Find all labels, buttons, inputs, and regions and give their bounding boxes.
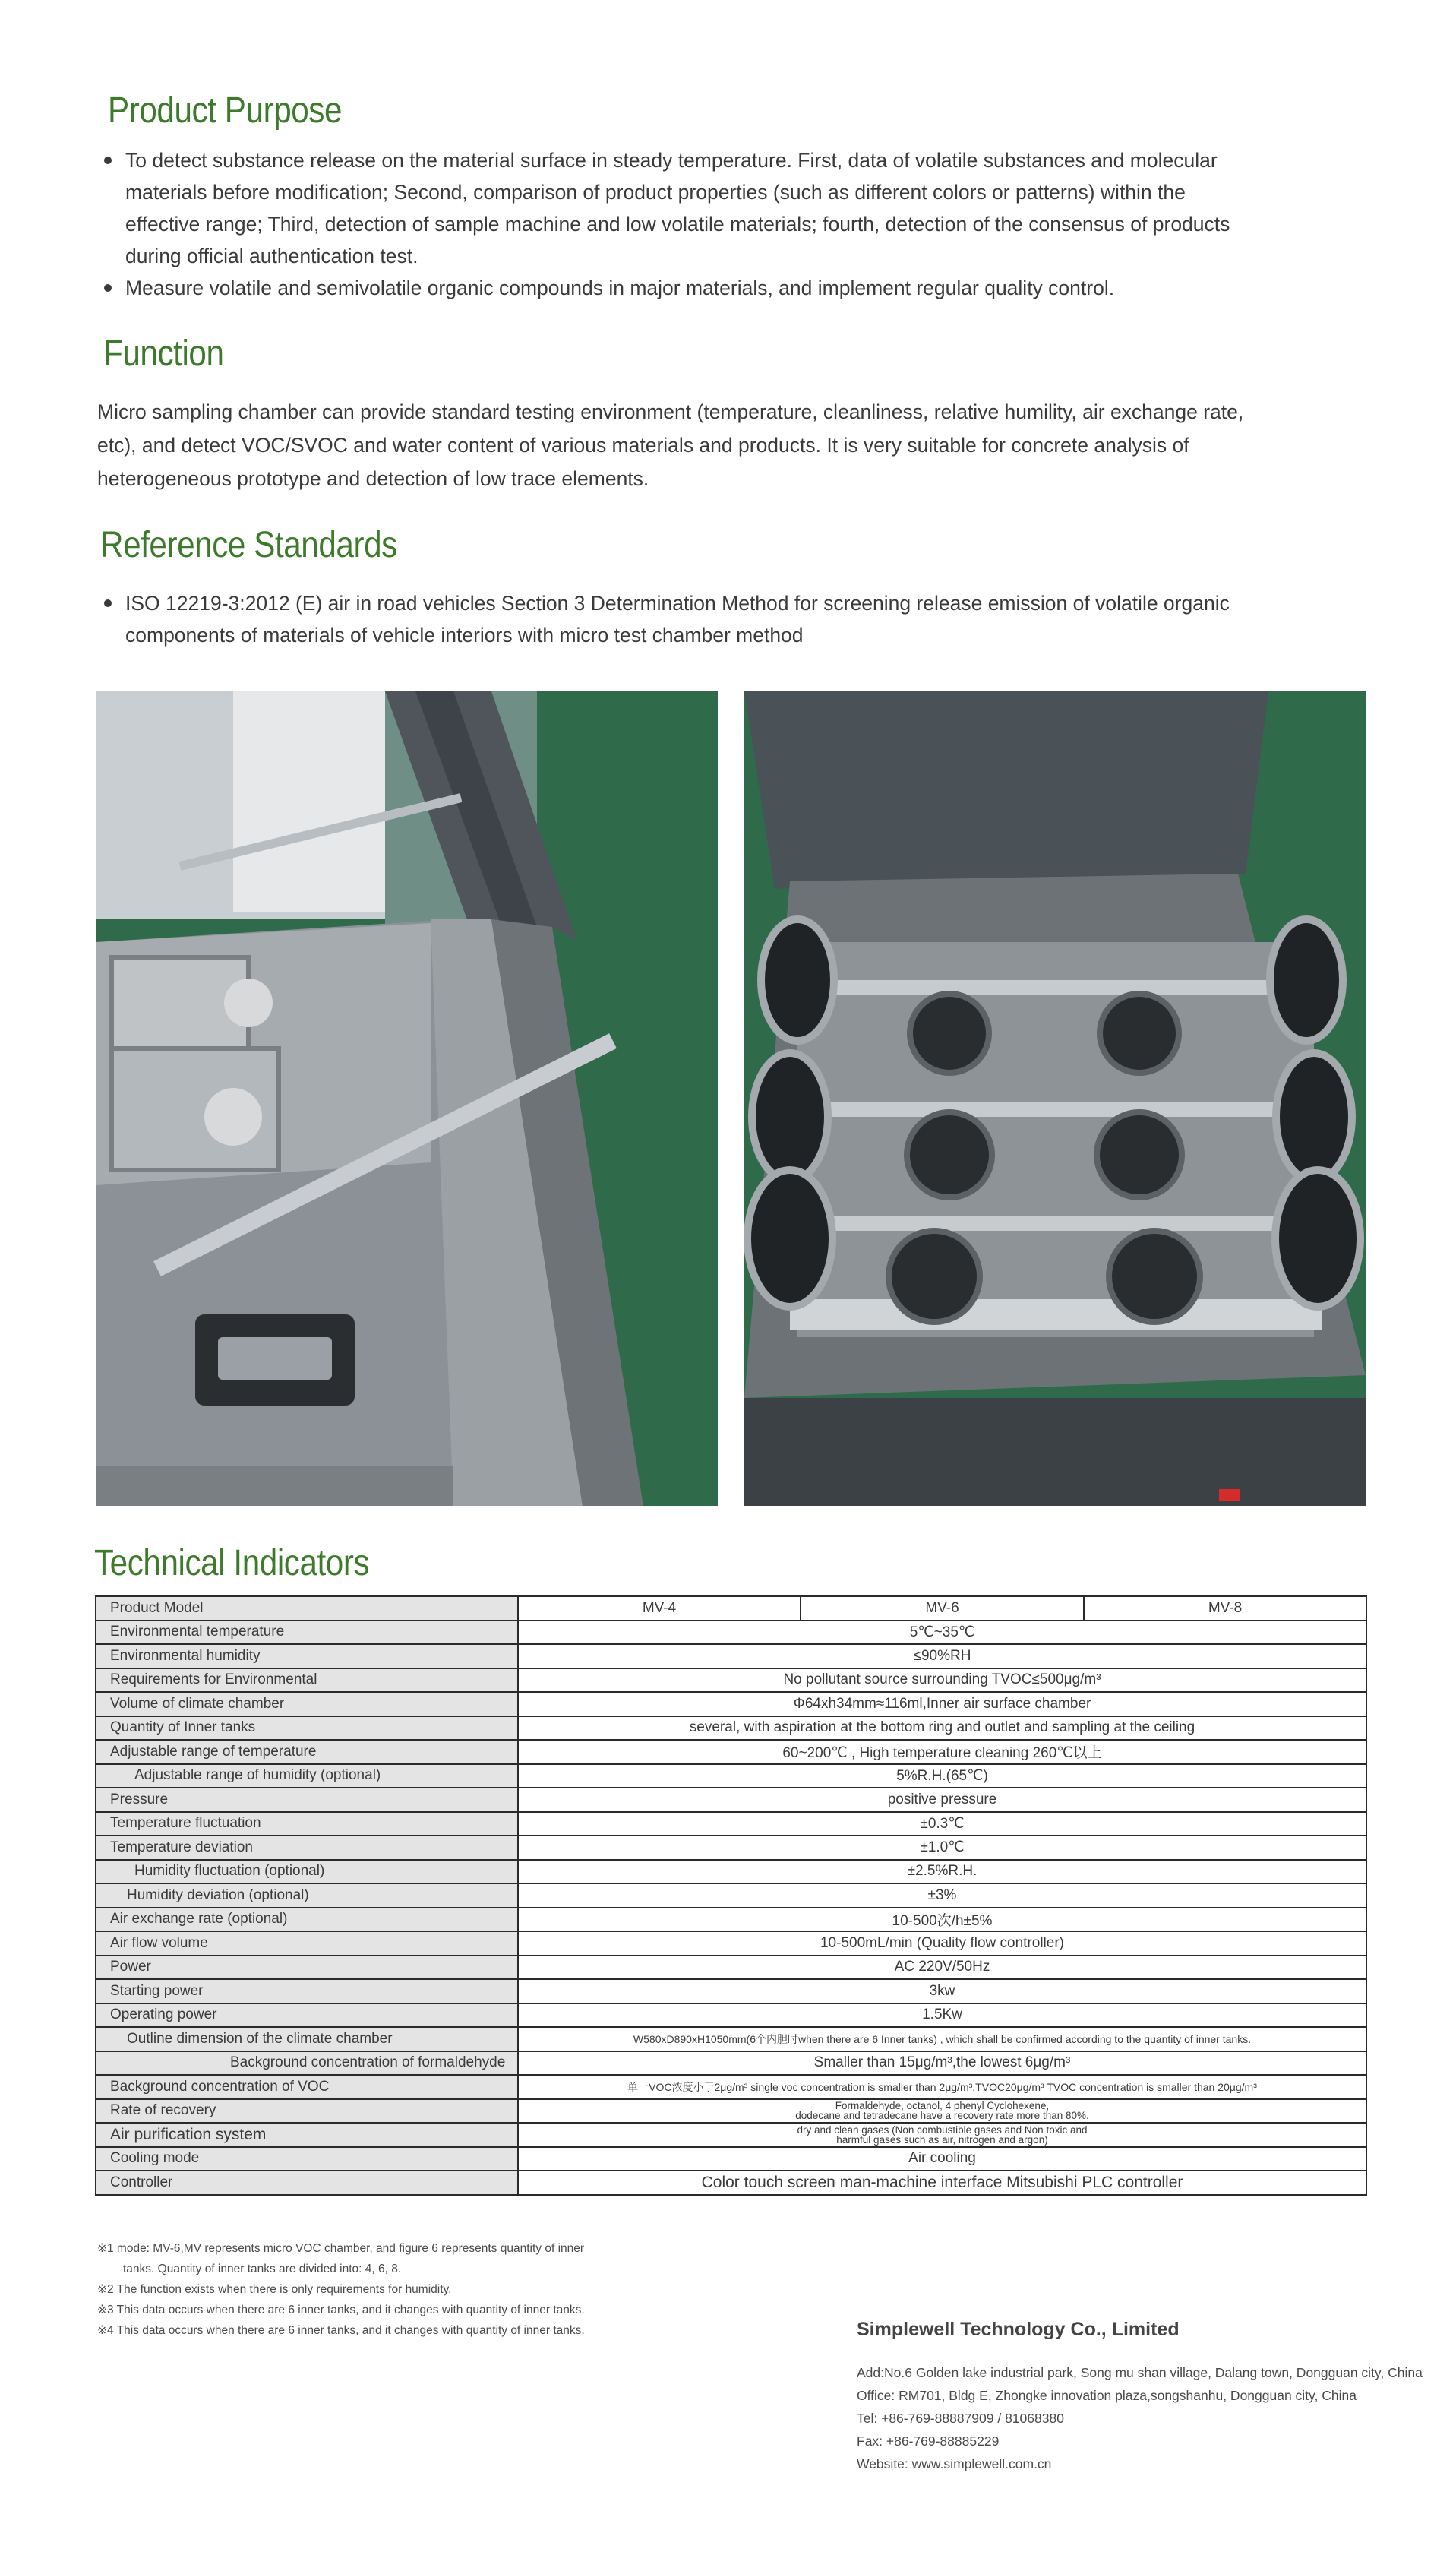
row-value-line: dodecane and tetradecane have a recovery rate more than 80%. — [795, 2110, 1089, 2122]
table-row — [96, 1836, 1366, 1860]
row-value: Smaller than 15μg/m³,the lowest 6μg/m³ — [518, 2051, 1366, 2076]
row-value: ±0.3℃ — [518, 1812, 1366, 1836]
model-column-header: MV-8 — [1084, 1596, 1366, 1621]
row-label: Air purification system — [96, 2123, 518, 2147]
product-purpose-heading: Product Purpose — [108, 90, 343, 131]
row-value: ±3% — [518, 1883, 1366, 1908]
model-column-header: MV-6 — [801, 1596, 1084, 1621]
technical-indicators-table — [95, 1595, 1367, 2196]
table-row — [96, 1764, 1366, 1788]
row-label: Starting power — [96, 1979, 518, 2003]
row-value: 10-500次/h±5% — [518, 1908, 1366, 1932]
table-row — [96, 2123, 1366, 2147]
row-value: 5℃~35℃ — [518, 1621, 1366, 1645]
row-label: Quantity of Inner tanks — [96, 1716, 518, 1741]
table-row — [96, 2099, 1366, 2124]
table-header-row — [96, 1596, 1366, 1621]
company-office: Office: RM701, Bldg E, Zhongke innovation plaza,songshanhu, Dongguan city, China — [857, 2388, 1357, 2403]
table-row — [96, 2171, 1366, 2195]
footnote: ※1 mode: MV-6,MV represents micro VOC chamber, and figure 6 represents quantity of inner — [97, 2242, 585, 2255]
row-label: Background concentration of formaldehyde — [96, 2051, 518, 2076]
row-value — [518, 2099, 1366, 2124]
company-website[interactable]: Website: www.simplewell.com.cn — [857, 2456, 1052, 2471]
row-value: ±2.5%R.H. — [518, 1860, 1366, 1884]
table-row — [96, 2075, 1366, 2099]
row-label: Controller — [96, 2171, 518, 2195]
row-label: Power — [96, 1956, 518, 1980]
table-row — [96, 1956, 1366, 1980]
row-label: Rate of recovery — [96, 2099, 518, 2124]
row-value: 10-500mL/min (Quality flow controller) — [518, 1931, 1366, 1956]
row-value: Air cooling — [518, 2147, 1366, 2171]
header-label: Product Model — [96, 1596, 518, 1621]
chamber-side-illustration — [96, 691, 718, 1506]
reference-standards-list — [103, 587, 1242, 651]
function-text: Micro sampling chamber can provide standard testing environment (temperature, cleanliness, relative humility, air exchange rate, etc), and detect VOC/SVOC and water content of various materials and products. It is very suitable for concrete analysis of heterogeneous prototype and detection of low trace elements. — [97, 400, 1244, 490]
row-value: AC 220V/50Hz — [518, 1956, 1366, 1980]
row-label: Air flow volume — [96, 1931, 518, 1956]
row-value-line: dry and clean gases (Non combustible gases and Non toxic and — [797, 2124, 1088, 2136]
row-value: 3kw — [518, 1979, 1366, 2003]
reference-standard-bullet-1: ISO 12219-3:2012 (E) air in road vehicles Section 3 Determination Method for screening release emission of volatile organic components of materials of vehicle interiors with micro test chamber method — [103, 587, 1242, 651]
company-contact — [857, 2361, 1423, 2475]
row-value: No pollutant source surrounding TVOC≤500μg/m³ — [518, 1668, 1366, 1693]
row-value: positive pressure — [518, 1788, 1366, 1812]
table-row — [96, 1740, 1366, 1764]
footnote: ※2 The function exists when there is only requirements for humidity. — [97, 2283, 452, 2296]
table-row — [96, 1812, 1366, 1836]
row-value: 5%R.H.(65℃) — [518, 1764, 1366, 1788]
table-row — [96, 1668, 1366, 1693]
row-label: Pressure — [96, 1788, 518, 1812]
footnote: ※3 This data occurs when there are 6 inner tanks, and it changes with quantity of inner tanks. — [97, 2304, 585, 2316]
product-purpose-bullet-1: To detect substance release on the material surface in steady temperature. First, data of volatile substances and molecular materials before modification; Second, comparison of product properties (such as different colors or patterns) within the effective range; Third, detection of sample machine and low volatile materials; fourth, detection of the consensus of products during official authentication test. — [103, 144, 1242, 272]
row-label: Air exchange rate (optional) — [96, 1908, 518, 1932]
row-label: Adjustable range of temperature — [96, 1740, 518, 1764]
row-value-line: Formaldehyde, octanol, 4 phenyl Cyclohexene, — [835, 2100, 1050, 2112]
table-row — [96, 1621, 1366, 1645]
row-label: Volume of climate chamber — [96, 1692, 518, 1716]
row-value: 1.5Kw — [518, 2003, 1366, 2028]
product-purpose-list — [103, 144, 1242, 304]
table-row — [96, 2147, 1366, 2171]
row-value: 单一VOC浓度小于2μg/m³ single voc concentration is smaller than 2μg/m³,TVOC20μg/m³ TVOC concentration is smaller than 20μg/m³ — [518, 2075, 1366, 2099]
row-label: Cooling mode — [96, 2147, 518, 2171]
table-row — [96, 2027, 1366, 2051]
company-name: Simplewell Technology Co., Limited — [857, 2319, 1180, 2340]
company-tel: Tel: +86-769-88887909 / 81068380 — [857, 2411, 1064, 2426]
table-row — [96, 1979, 1366, 2003]
row-value-line: harmful gases such as air, nitrogen and argon) — [836, 2133, 1048, 2146]
company-fax: Fax: +86-769-88885229 — [857, 2433, 1000, 2449]
row-label: Temperature fluctuation — [96, 1812, 518, 1836]
table-row — [96, 1931, 1366, 1956]
technical-indicators-heading: Technical Indicators — [94, 1543, 370, 1583]
company-address: Add:No.6 Golden lake industrial park, Song mu shan village, Dalang town, Dongguan city, China — [857, 2365, 1423, 2380]
row-value: 60~200℃ , High temperature cleaning 260℃以上 — [518, 1740, 1366, 1764]
product-purpose-bullet-2: Measure volatile and semivolatile organic compounds in major materials, and implement regular quality control. — [103, 272, 1242, 304]
table-row — [96, 1644, 1366, 1668]
row-value: ≤90%RH — [518, 1644, 1366, 1668]
reference-standards-heading: Reference Standards — [100, 525, 397, 565]
table-row — [96, 2003, 1366, 2028]
row-label: Environmental temperature — [96, 1621, 518, 1645]
table-row — [96, 1716, 1366, 1741]
row-value: W580xD890xH1050mm(6个内胆时when there are 6 Inner tanks) , which shall be confirmed according to the quantity of inner tanks. — [518, 2027, 1366, 2051]
row-label: Requirements for Environmental — [96, 1668, 518, 1693]
footnote: tanks. Quantity of inner tanks are divided into: 4, 6, 8. — [123, 2263, 402, 2275]
row-value: several, with aspiration at the bottom ring and outlet and sampling at the ceiling — [518, 1716, 1366, 1741]
chamber-top-photo — [744, 691, 1366, 1506]
model-column-header: MV-4 — [518, 1596, 801, 1621]
row-label: Humidity fluctuation (optional) — [96, 1860, 518, 1884]
function-heading: Function — [103, 334, 224, 374]
row-value: Φ64xh34mm≈116ml,Inner air surface chamber — [518, 1692, 1366, 1716]
table-row — [96, 1788, 1366, 1812]
row-label: Adjustable range of humidity (optional) — [96, 1764, 518, 1788]
row-label: Temperature deviation — [96, 1836, 518, 1860]
row-value: Color touch screen man-machine interface Mitsubishi PLC controller — [518, 2171, 1366, 2195]
row-label: Humidity deviation (optional) — [96, 1883, 518, 1908]
row-label: Operating power — [96, 2003, 518, 2028]
chamber-side-photo — [96, 691, 718, 1506]
chamber-top-illustration — [744, 691, 1366, 1506]
row-label: Outline dimension of the climate chamber — [96, 2027, 518, 2051]
footnotes — [97, 2238, 585, 2341]
table-row — [96, 1692, 1366, 1716]
table-row — [96, 1908, 1366, 1932]
table-row — [96, 2051, 1366, 2076]
footnote: ※4 This data occurs when there are 6 inner tanks, and it changes with quantity of inner tanks. — [97, 2324, 585, 2337]
row-label: Environmental humidity — [96, 1644, 518, 1668]
table-row — [96, 1883, 1366, 1908]
row-value — [518, 2123, 1366, 2147]
table-row — [96, 1860, 1366, 1884]
row-value: ±1.0℃ — [518, 1836, 1366, 1860]
row-label: Background concentration of VOC — [96, 2075, 518, 2099]
